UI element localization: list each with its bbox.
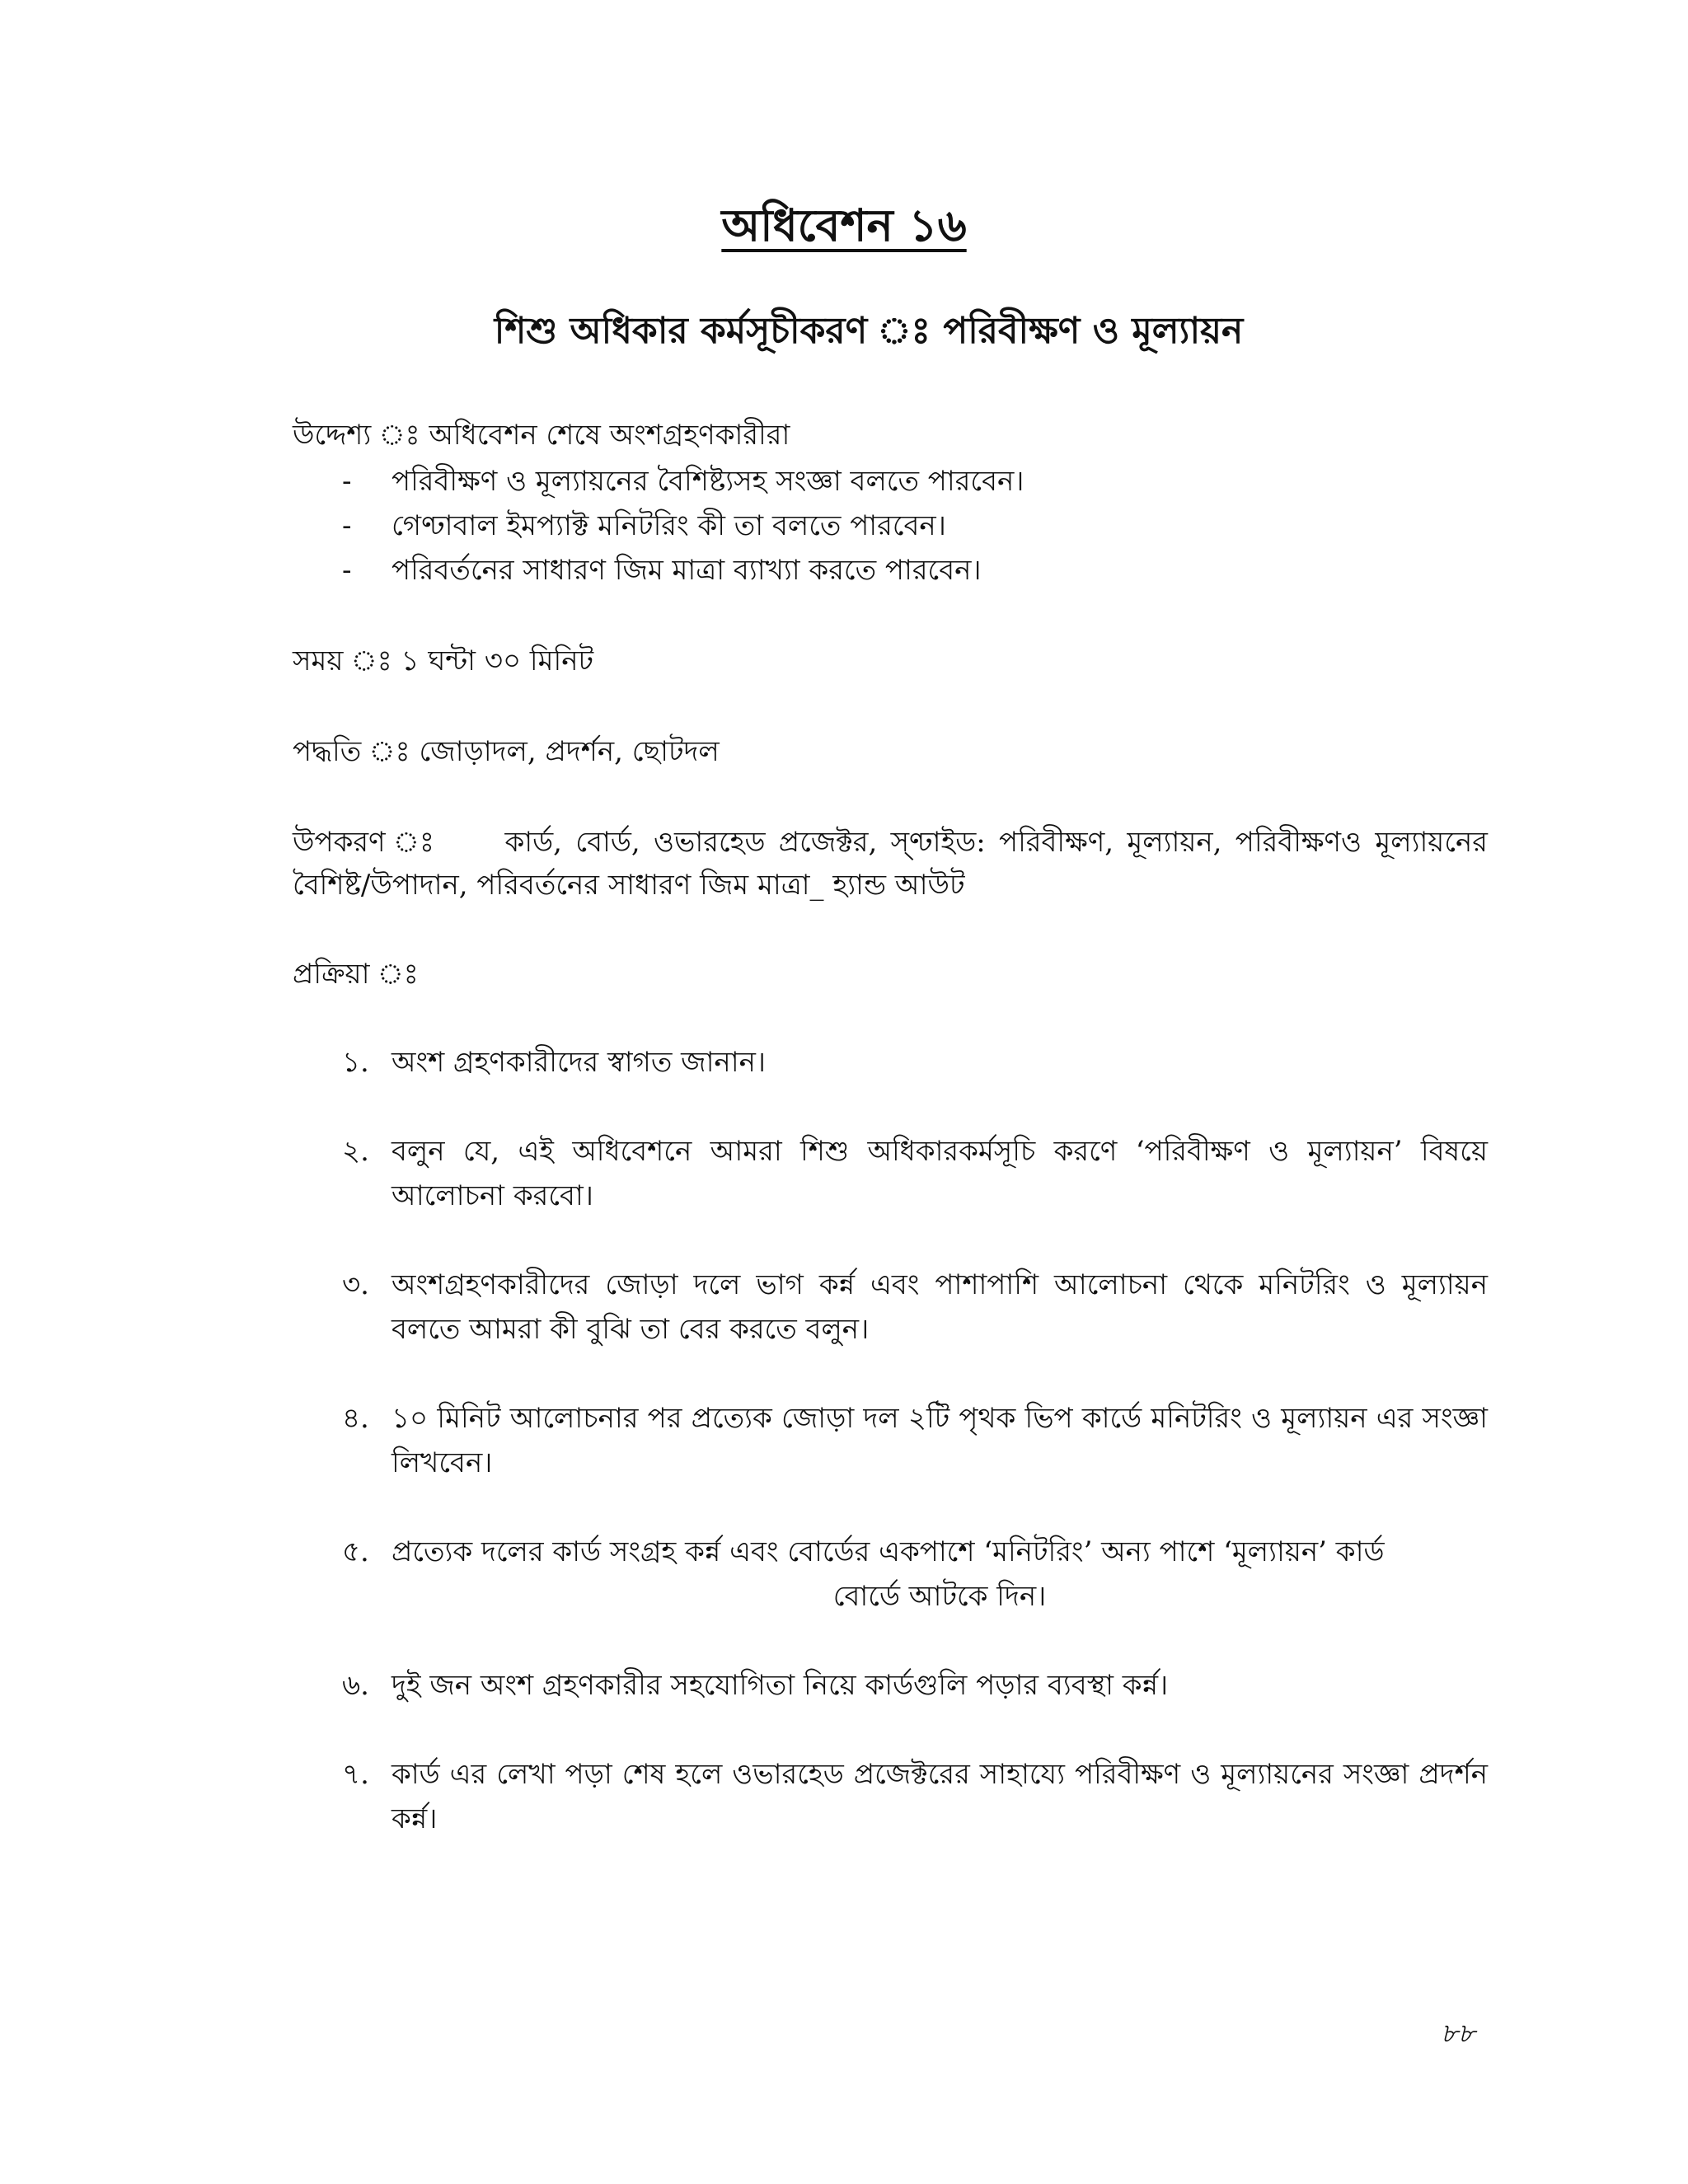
session-time: সময় ঃ ১ ঘন্টা ৩০ মিনিট: [293, 644, 594, 677]
step-text: কার্ড এর লেখা পড়া শেষ হলে ওভারহেড প্রজেক্টরের সাহায্যে পরিবীক্ষণ ও মূল্যায়নের সংজ্ঞা প্রদর্শন কর্ন্ন।: [392, 1758, 1488, 1835]
session-method: পদ্ধতি ঃ জোড়াদল, প্রদর্শন, ছোটদল: [293, 735, 720, 768]
objective-text: গেণ্ঢাবাল ইমপ্যাক্ট মনিটরিং কী তা বলতে পারবেন।: [392, 509, 946, 542]
session-materials: [293, 821, 1488, 907]
procedure-step: [342, 1396, 1488, 1485]
objective-item: [342, 549, 1479, 592]
procedure-step: [342, 1040, 1488, 1085]
step-text-continuation: বোর্ডে আটকে দিন।: [832, 1580, 1047, 1613]
procedure-steps: [342, 1040, 1488, 1886]
procedure-step: [342, 1129, 1488, 1218]
procedure-step: [342, 1263, 1488, 1352]
procedure-step: [342, 1530, 1488, 1619]
objective-item: [342, 504, 1479, 547]
step-number: ৭.: [342, 1758, 369, 1791]
objective-dash: -: [342, 509, 352, 542]
step-text: ১০ মিনিট আলোচনার পর প্রত্যেক জোড়া দল ২টি পৃথক ভিপ কার্ডে মনিটরিং ও মূল্যায়ন এর সংজ্ঞা লিখবেন।: [392, 1402, 1488, 1479]
objective-dash: -: [342, 465, 352, 498]
procedure-heading: প্রক্রিয়া ঃ: [293, 958, 419, 991]
objective-dash: -: [342, 554, 352, 587]
step-text: অংশগ্রহণকারীদের জোড়া দলে ভাগ কর্ন্ন এবং পাশাপাশি আলোচনা থেকে মনিটরিং ও মূল্যায়ন বলতে আমরা কী বুঝি তা বের করতে বলুন।: [392, 1268, 1488, 1346]
objective-text: পরিবীক্ষণ ও মূল্যায়নের বৈশিষ্ট্যসহ সংজ্ঞা বলতে পারবেন।: [392, 465, 1025, 498]
materials-label: উপকরণ ঃ: [293, 826, 439, 859]
objectives-heading: উদ্দেশ্য ঃ অধিবেশন শেষে অংশগ্রহণকারীরা: [293, 419, 790, 452]
step-number: ৫.: [342, 1535, 369, 1568]
objective-item: [342, 460, 1479, 503]
objectives-list: [342, 460, 1479, 593]
step-number: ৪.: [342, 1402, 369, 1435]
session-title: অধিবেশন ১৬: [721, 199, 967, 251]
step-number: ২.: [342, 1135, 369, 1168]
step-number: ১.: [342, 1046, 369, 1079]
objective-text: পরিবর্তনের সাধারণ জিম মাত্রা ব্যাখ্যা করতে পারবেন।: [392, 554, 982, 587]
procedure-step: [342, 1752, 1488, 1841]
materials-text: কার্ড, বোর্ড, ওভারহেড প্রজেক্টর, স্ণ্ঢাইড: পরিবীক্ষণ, মূল্যায়ন, পরিবীক্ষণও মূল্যায়নের বৈশিষ্ট/উপাদান, পরিবর্তনের সাধারণ জিম মাত্রা_ হ্যান্ড আউট: [293, 826, 1488, 902]
step-text: প্রত্যেক দলের কার্ড সংগ্রহ কর্ন্ন এবং বোর্ডের একপাশে ‘মনিটরিং’ অন্য পাশে ‘মূল্যায়ন’ কার্ড: [392, 1535, 1385, 1568]
step-text: অংশ গ্রহণকারীদের স্বাগত জানান।: [392, 1046, 767, 1079]
session-subtitle: শিশু অধিকার কর্মসূচীকরণ ঃ পরিবীক্ষণ ও মূল্যায়ন: [494, 310, 1244, 352]
step-number: ৬.: [342, 1669, 369, 1702]
step-number: ৩.: [342, 1268, 369, 1301]
page-number: ৮৮: [1441, 2018, 1475, 2049]
step-text: বলুন যে, এই অধিবেশনে আমরা শিশু অধিকারকর্মসূচি করণে ‘পরিবীক্ষণ ও মূল্যায়ন’ বিষয়ে আলোচনা করবো।: [392, 1135, 1488, 1212]
procedure-step: [342, 1663, 1488, 1708]
step-text: দুই জন অংশ গ্রহণকারীর সহযোগিতা নিয়ে কার্ডগুলি পড়ার ব্যবস্থা কর্ন্ন।: [392, 1669, 1169, 1702]
